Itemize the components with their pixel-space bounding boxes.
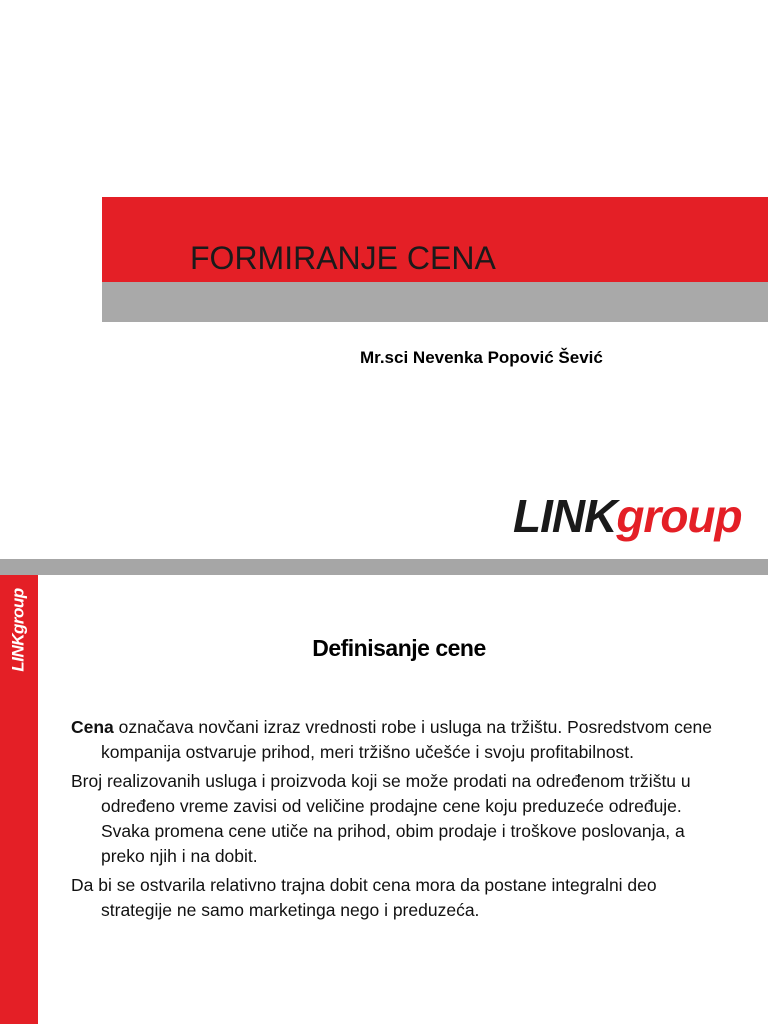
side-logo-link-text: LINK (9, 633, 29, 672)
linkgroup-logo (513, 488, 742, 544)
logo-link-text: LINK (513, 490, 617, 542)
content-slide (0, 575, 768, 1024)
body-text (71, 715, 731, 927)
logo-group-text: group (616, 490, 742, 542)
paragraph-text: Broj realizovanih usluga i proizvoda koji se može prodati na određenom tržištu u određeno vreme zavisi od veličine prodajne cene koju preduzeće određuje. Svaka promena cene utiče na prihod, obim prodaje i troškove poslovanja, a preko njih i na dobit. (71, 771, 691, 866)
paragraph (71, 715, 731, 765)
paragraph-lead: Cena (71, 717, 114, 737)
paragraph-text: označava novčani izraz vrednosti robe i usluga na tržištu. Posredstvom cene kompanija ostvaruje prihod, meri tržišno učešće i svoju profitabilnost. (101, 717, 713, 762)
slide-title: FORMIRANJE CENA (190, 240, 496, 276)
title-gray-band (102, 282, 768, 322)
side-logo (0, 575, 38, 685)
paragraph (71, 769, 731, 869)
slide-separator (0, 559, 768, 575)
side-logo-group-text: group (9, 588, 29, 634)
paragraph-text: Da bi se ostvarila relativno trajna dobit cena mora da postane integralni deo strategije ne samo marketinga nego i preduzeća. (71, 875, 657, 920)
author-name: Mr.sci Nevenka Popović Šević (360, 348, 603, 367)
paragraph (71, 873, 731, 923)
slide-heading: Definisanje cene (312, 635, 486, 661)
